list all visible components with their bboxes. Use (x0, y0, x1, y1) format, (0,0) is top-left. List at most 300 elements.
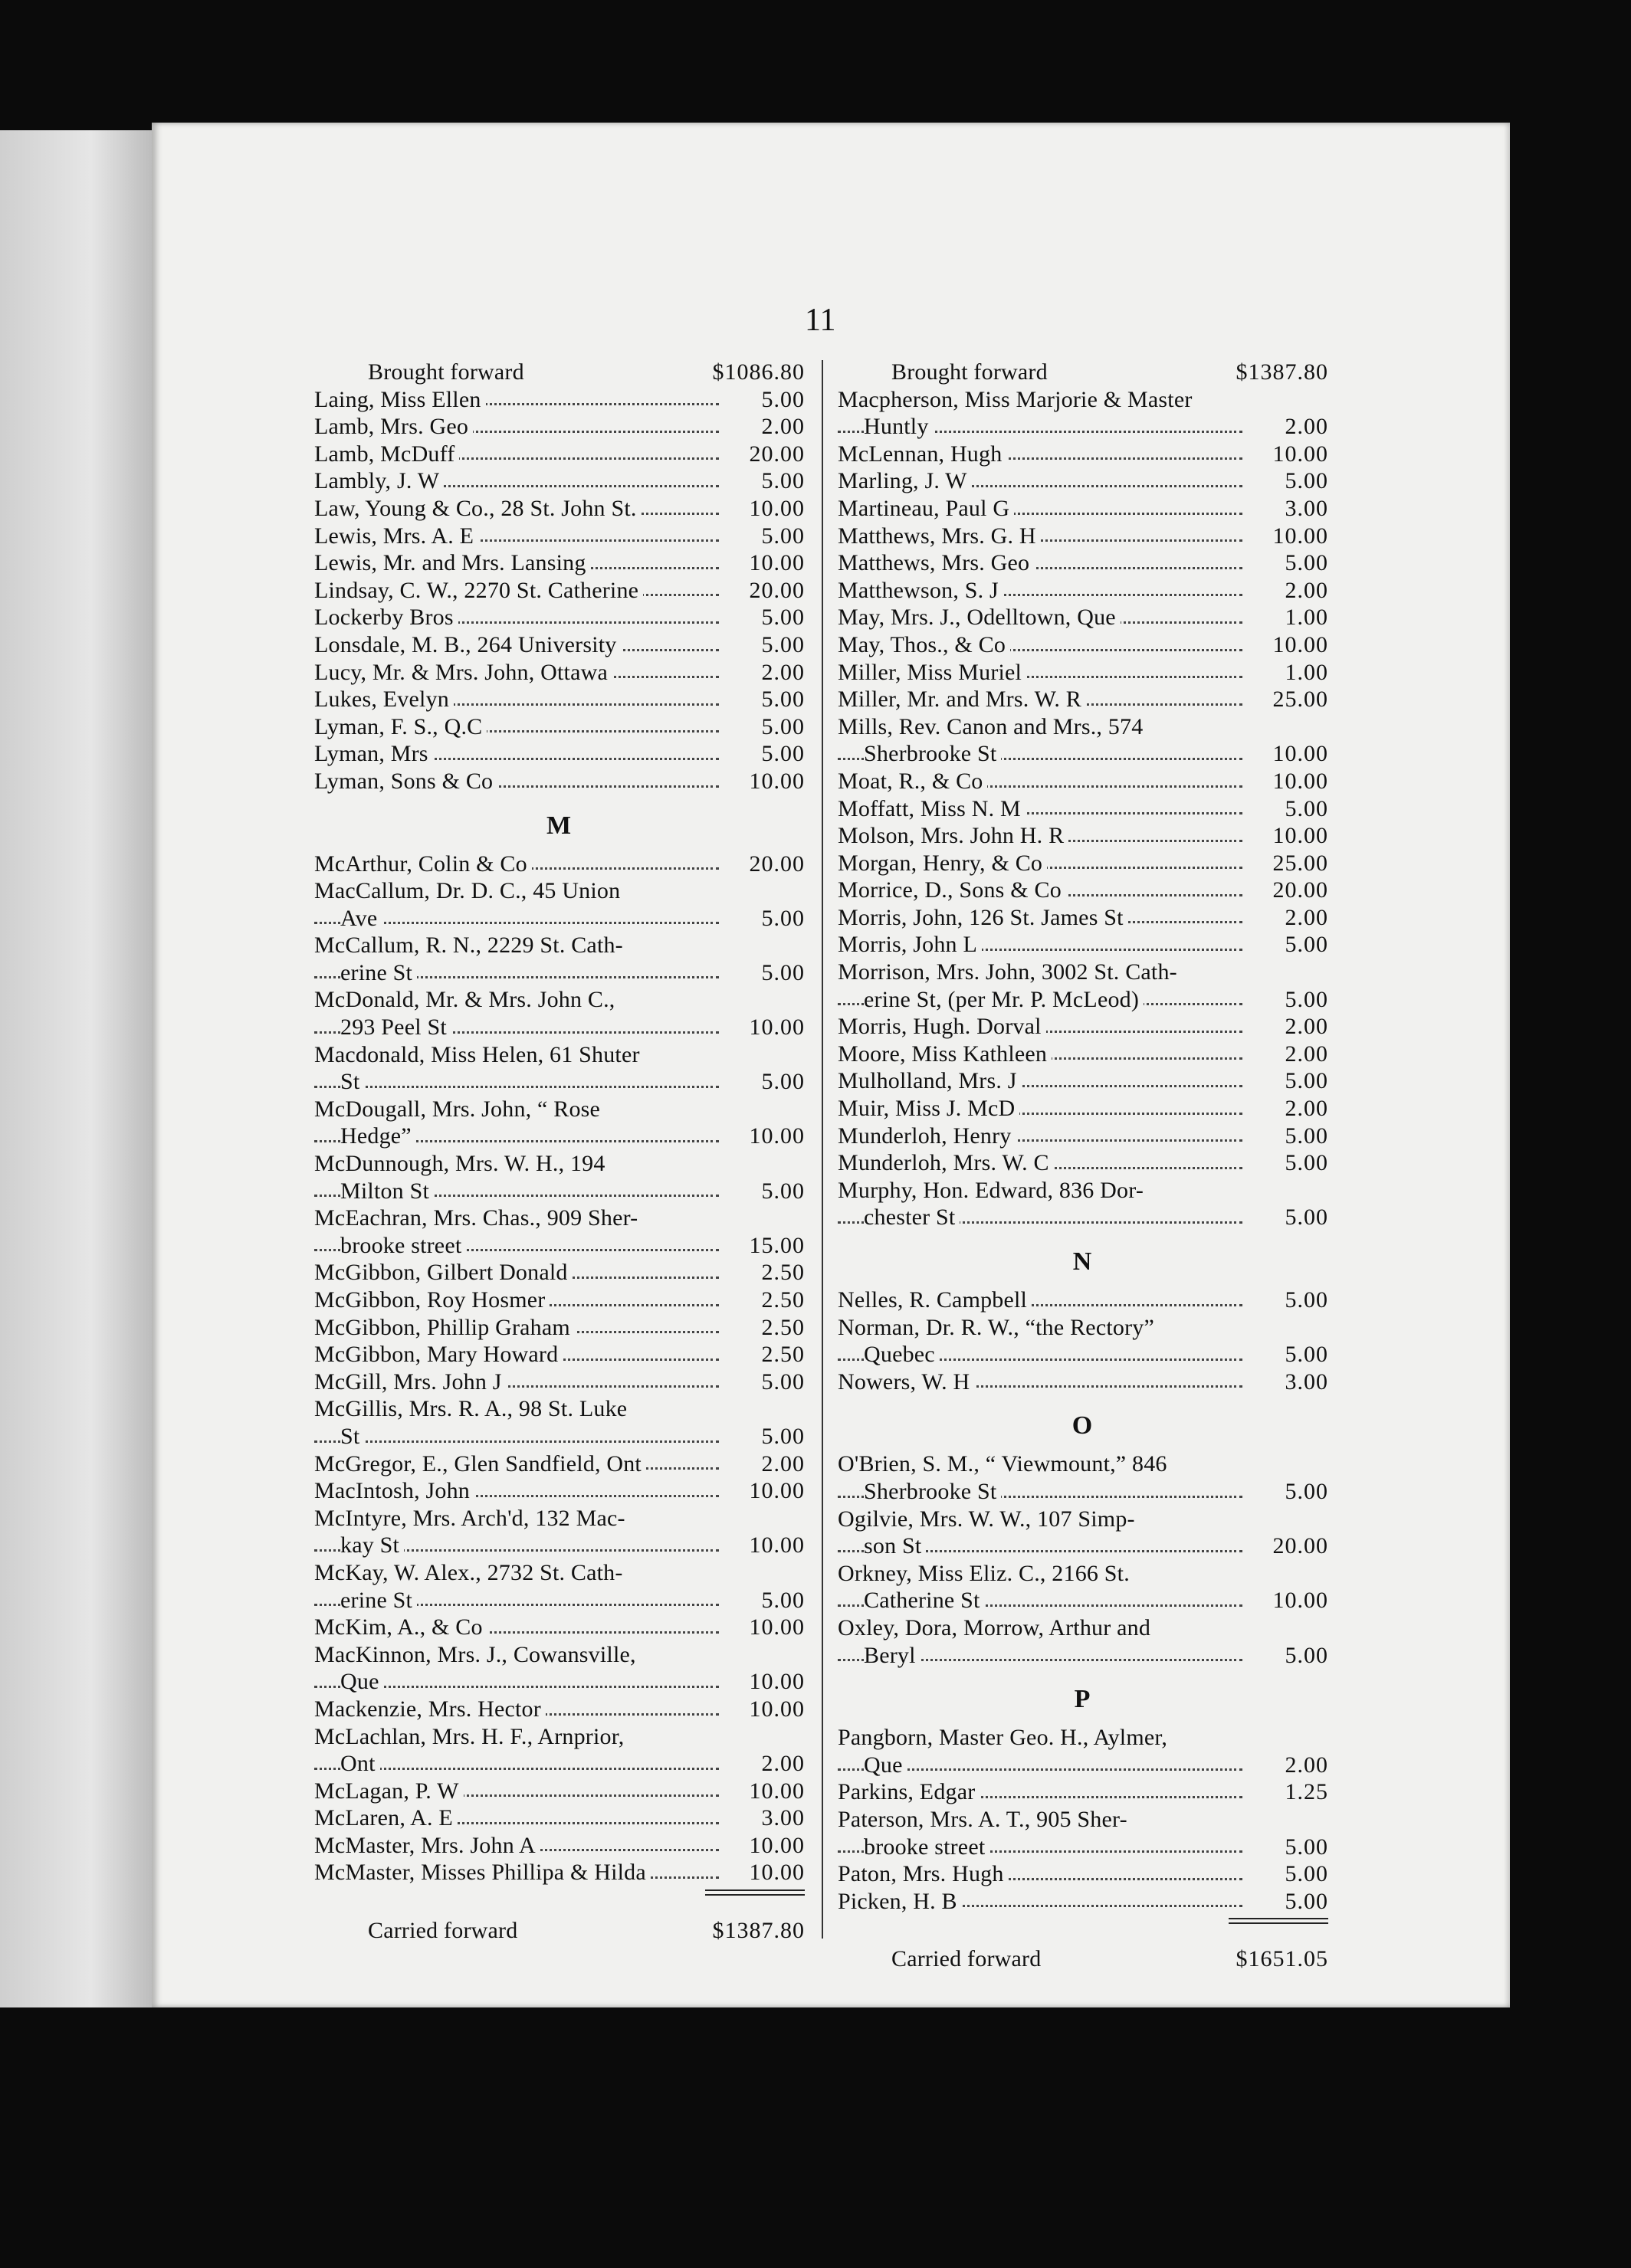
entry-amount: 5.00 (1285, 986, 1328, 1012)
ledger-entry (314, 1204, 805, 1259)
entry-name-line (838, 1149, 1328, 1177)
entry-name-line (314, 1832, 805, 1860)
entry-amount: 5.00 (761, 631, 805, 657)
entry-continuation-line (314, 1532, 805, 1559)
entry-name-line (838, 1314, 1328, 1342)
entry-amount: 5.00 (761, 1423, 805, 1449)
ledger-entry (838, 495, 1328, 523)
entry-name-line (838, 1067, 1328, 1095)
entry-name: Lucy, Mr. & Mrs. John, Ottawa (314, 659, 612, 687)
entry-amount: 20.00 (749, 850, 805, 877)
entry-name-line (314, 1286, 805, 1314)
entry-name: McArthur, Colin & Co (314, 850, 532, 878)
entry-name: Lonsdale, M. B., 264 University (314, 631, 622, 659)
entry-continuation-line (314, 1123, 805, 1150)
entry-name-line (838, 495, 1328, 523)
brought-forward-amount: $1387.80 (1236, 359, 1328, 385)
entry-name: Morrison, Mrs. John, 3002 St. Cath- (838, 959, 1182, 986)
entry-continuation-line (314, 959, 805, 987)
total-rule-container (314, 1886, 805, 1897)
entry-name: Que (340, 1668, 384, 1696)
entry-name: May, Thos., & Co (838, 631, 1010, 659)
entry-name: Oxley, Dora, Morrow, Arthur and (838, 1614, 1155, 1642)
entry-name: Huntly (864, 413, 934, 441)
entry-name: Nowers, W. H (838, 1368, 974, 1396)
carried-forward-amount: $1387.80 (712, 1918, 805, 1944)
ledger-entry (314, 1341, 805, 1368)
ledger-entry (838, 1560, 1328, 1614)
entry-name-line (838, 1560, 1328, 1588)
entry-amount: 20.00 (1272, 877, 1328, 903)
entry-amount: 10.00 (749, 1778, 805, 1804)
entry-amount: 5.00 (761, 523, 805, 549)
entry-name-line (314, 1641, 805, 1669)
entry-name-line (838, 1778, 1328, 1806)
entry-name: Sherbrooke St (864, 1478, 1001, 1506)
entry-name: McKim, A., & Co (314, 1614, 487, 1641)
entry-name: Miller, Mr. and Mrs. W. R (838, 686, 1086, 713)
ledger-entry (838, 523, 1328, 550)
entry-amount: 15.00 (749, 1232, 805, 1258)
entry-name-line (838, 1041, 1328, 1068)
ledger-entry (838, 713, 1328, 768)
ledger-entry (314, 1723, 805, 1778)
entry-amount: 5.00 (761, 386, 805, 412)
carried-forward-label: Carried forward (891, 1945, 1045, 1973)
entry-name: MacCallum, Dr. D. C., 45 Union (314, 877, 625, 905)
entry-name: Paton, Mrs. Hugh (838, 1860, 1009, 1888)
entry-amount: 10.00 (749, 1532, 805, 1558)
entry-name: May, Mrs. J., Odelltown, Que (838, 604, 1121, 631)
entry-name-line (314, 1778, 805, 1805)
entry-name: Matthewson, S. J (838, 577, 1003, 605)
ledger-entry (838, 1614, 1328, 1669)
entry-name: Norman, Dr. R. W., “the Rectory” (838, 1314, 1159, 1342)
entry-name-line (314, 631, 805, 659)
entry-amount: 5.00 (761, 713, 805, 739)
entry-name: Moore, Miss Kathleen (838, 1041, 1052, 1068)
entry-name-line (314, 1723, 805, 1751)
entry-amount: 5.00 (1285, 1642, 1328, 1668)
entry-name: Beryl (864, 1642, 921, 1670)
entry-name-line (314, 1041, 805, 1069)
ledger-entry (838, 577, 1328, 605)
entry-name: Matthews, Mrs. Geo (838, 549, 1034, 577)
entry-name: Hedge” (340, 1123, 416, 1150)
column-divider (822, 360, 823, 1939)
entry-continuation-line (314, 1668, 805, 1696)
entry-amount: 20.00 (1272, 1533, 1328, 1559)
entry-amount: 5.00 (761, 468, 805, 494)
entry-name-line (838, 1368, 1328, 1396)
entry-name-line (314, 686, 805, 713)
entry-name: Matthews, Mrs. G. H (838, 523, 1041, 550)
ledger-entry (838, 386, 1328, 441)
entry-amount: 5.00 (1285, 550, 1328, 576)
entry-list-m (314, 850, 805, 1887)
entry-name: McLagan, P. W (314, 1778, 464, 1805)
entry-name: Laing, Miss Ellen (314, 386, 486, 414)
ledger-entry (314, 441, 805, 468)
entry-name-line (314, 1450, 805, 1478)
entry-name-line (314, 1096, 805, 1123)
entry-name: McGill, Mrs. John J (314, 1368, 507, 1396)
entry-name: Lyman, Mrs (314, 740, 433, 768)
entry-amount: 2.00 (761, 1450, 805, 1476)
ledger-entry (314, 1559, 805, 1614)
entry-name: Miller, Miss Muriel (838, 659, 1026, 687)
ledger-entry (314, 413, 805, 441)
entry-amount: 2.00 (761, 1751, 805, 1777)
entry-name-line (314, 1341, 805, 1368)
entry-amount: 10.00 (1272, 823, 1328, 849)
entry-name: Que (864, 1752, 907, 1779)
ledger-entry (314, 740, 805, 768)
entry-name: Ont (340, 1750, 380, 1778)
ledger-entry (838, 1806, 1328, 1860)
entry-name-line (314, 495, 805, 523)
entry-name: son St (864, 1532, 926, 1560)
ledger-entry (314, 1804, 805, 1832)
entry-list-l (314, 386, 805, 795)
entry-name: 293 Peel St (340, 1014, 451, 1041)
entry-continuation-line (838, 1587, 1328, 1614)
entry-list-m (838, 386, 1328, 1231)
entry-name: McGregor, E., Glen Sandfield, Ont (314, 1450, 646, 1478)
entry-amount: 2.50 (761, 1314, 805, 1340)
entry-name-line (314, 386, 805, 414)
section-letter-o: O (1071, 1411, 1094, 1440)
entry-name: Nelles, R. Campbell (838, 1286, 1032, 1314)
entry-name-line (314, 1204, 805, 1232)
ledger-entry (314, 713, 805, 741)
entry-continuation-line (314, 1014, 805, 1041)
entry-name-line (838, 631, 1328, 659)
entry-name-line (314, 1559, 805, 1587)
ledger-entry (314, 932, 805, 986)
entry-name: Lukes, Evelyn (314, 686, 454, 713)
entry-continuation-line (838, 1642, 1328, 1670)
entry-name: Muir, Miss J. McD (838, 1095, 1019, 1123)
entry-name-line (314, 768, 805, 795)
entry-name-line (838, 768, 1328, 795)
entry-name-line (838, 1095, 1328, 1123)
entry-amount: 5.00 (1285, 1834, 1328, 1860)
entry-amount: 1.25 (1285, 1779, 1328, 1805)
ledger-entry (314, 1778, 805, 1805)
ledger-entry (838, 795, 1328, 823)
ledger-entry (838, 1368, 1328, 1396)
entry-amount: 10.00 (749, 1669, 805, 1695)
ledger-entry (838, 1177, 1328, 1231)
entry-name: MacKinnon, Mrs. J., Cowansville, (314, 1641, 641, 1669)
entry-name-line (314, 1804, 805, 1832)
entry-name: Orkney, Miss Eliz. C., 2166 St. (838, 1560, 1134, 1588)
entry-name: Lambly, J. W (314, 467, 444, 495)
entry-name: Ogilvie, Mrs. W. W., 107 Simp- (838, 1506, 1140, 1533)
entry-name-line (838, 1286, 1328, 1314)
entry-name-line (838, 1123, 1328, 1150)
ledger-entry (838, 1286, 1328, 1314)
entry-name-line (838, 1806, 1328, 1834)
entry-name: Morris, John L (838, 931, 982, 959)
entry-continuation-line (838, 1834, 1328, 1861)
ledger-entry (838, 1095, 1328, 1123)
entry-name-line (838, 850, 1328, 877)
entry-name-line (314, 1150, 805, 1178)
ledger-entry (838, 822, 1328, 850)
entry-name: McLaren, A. E (314, 1804, 458, 1832)
entry-name-line (314, 1314, 805, 1342)
ledger-entry (314, 1477, 805, 1505)
entry-name: Catherine St (864, 1587, 985, 1614)
entry-name: Munderloh, Henry (838, 1123, 1016, 1150)
entry-name: McDonald, Mr. & Mrs. John C., (314, 986, 619, 1014)
entry-name: Martineau, Paul G (838, 495, 1014, 523)
entry-name: Morris, John, 126 St. James St (838, 904, 1128, 932)
ledger-entry (838, 1314, 1328, 1368)
ledger-entry (838, 1123, 1328, 1150)
entry-name: Murphy, Hon. Edward, 836 Dor- (838, 1177, 1148, 1204)
ledger-entry (314, 877, 805, 932)
facing-page-edge (0, 130, 152, 2007)
entry-amount: 2.00 (1285, 577, 1328, 603)
entry-amount: 3.00 (1285, 495, 1328, 521)
ledger-entry (314, 1096, 805, 1150)
entry-amount: 5.00 (761, 605, 805, 631)
entry-amount: 3.00 (1285, 1368, 1328, 1395)
entry-name-line (314, 441, 805, 468)
entry-name: Mackenzie, Mrs. Hector (314, 1696, 546, 1723)
carried-forward-label: Carried forward (368, 1917, 522, 1945)
ledger-entry (314, 1286, 805, 1314)
ledger-entry (838, 850, 1328, 877)
entry-name-line (838, 1614, 1328, 1642)
entry-name-line (314, 1505, 805, 1532)
entry-name: McDougall, Mrs. John, “ Rose (314, 1096, 605, 1123)
entry-name-line (838, 822, 1328, 850)
entry-name: McLachlan, Mrs. H. F., Arnprior, (314, 1723, 628, 1751)
ledger-entry (314, 1259, 805, 1286)
entry-name: O'Brien, S. M., “ Viewmount,” 846 (838, 1450, 1172, 1478)
ledger-entry (314, 467, 805, 495)
entry-continuation-line (314, 1178, 805, 1205)
ledger-entry (838, 604, 1328, 631)
total-rule-container (838, 1915, 1328, 1926)
entry-amount: 10.00 (1272, 768, 1328, 794)
carried-forward-row (838, 1945, 1328, 1973)
ledger-entry (838, 768, 1328, 795)
entry-name-line (314, 523, 805, 550)
entry-name: Lyman, Sons & Co (314, 768, 497, 795)
entry-name: Macdonald, Miss Helen, 61 Shuter (314, 1041, 645, 1069)
entry-name: Marling, J. W (838, 467, 972, 495)
ledger-entry (838, 659, 1328, 687)
page-number: 11 (805, 303, 836, 338)
ledger-entry (838, 1013, 1328, 1041)
carried-forward-amount: $1651.05 (1236, 1946, 1328, 1972)
entry-name-line (838, 659, 1328, 687)
entry-name: McGibbon, Mary Howard (314, 1341, 563, 1368)
entry-name-line (838, 795, 1328, 823)
entry-name: St (340, 1068, 364, 1096)
entry-amount: 5.00 (1285, 1478, 1328, 1504)
entry-name: Pangborn, Master Geo. H., Aylmer, (838, 1724, 1172, 1752)
ledger-entry (838, 467, 1328, 495)
entry-amount: 5.00 (1285, 1287, 1328, 1313)
right-column (838, 359, 1328, 1973)
entry-amount: 10.00 (749, 1832, 805, 1858)
entry-name-line (314, 877, 805, 905)
ledger-entry (838, 1860, 1328, 1888)
entry-list-n (838, 1286, 1328, 1395)
ledger-entry (314, 1696, 805, 1723)
brought-forward-label: Brought forward (891, 359, 1052, 386)
ledger-entry (314, 1832, 805, 1860)
ledger-entry (838, 1778, 1328, 1806)
entry-continuation-line (838, 740, 1328, 768)
entry-name: Picken, H. B (838, 1888, 962, 1916)
ledger-entry (838, 877, 1328, 904)
entry-amount: 2.00 (1285, 1014, 1328, 1040)
entry-amount: 2.50 (761, 1260, 805, 1286)
entry-name: Morgan, Henry, & Co (838, 850, 1047, 877)
entry-name: brooke street (864, 1834, 989, 1861)
entry-name-line (838, 877, 1328, 904)
entry-amount: 10.00 (1272, 523, 1328, 549)
entry-name-line (838, 1860, 1328, 1888)
entry-amount: 5.00 (1285, 1342, 1328, 1368)
entry-name: McMaster, Mrs. John A (314, 1832, 540, 1860)
entry-name-line (838, 549, 1328, 577)
entry-name-line (314, 413, 805, 441)
entry-amount: 5.00 (1285, 1123, 1328, 1149)
ledger-entry (838, 1067, 1328, 1095)
section-letter-m: M (546, 811, 573, 840)
ledger-entry (314, 495, 805, 523)
entry-amount: 5.00 (761, 1178, 805, 1204)
entry-continuation-line (314, 1068, 805, 1096)
ledger-entry (314, 1859, 805, 1886)
entry-name: McGibbon, Roy Hosmer (314, 1286, 550, 1314)
entry-name-line (314, 1614, 805, 1641)
entry-amount: 5.00 (1285, 1861, 1328, 1887)
total-rule (1229, 1918, 1328, 1919)
entry-name: McCallum, R. N., 2229 St. Cath- (314, 932, 628, 959)
entry-name-line (314, 986, 805, 1014)
entry-name-line (838, 577, 1328, 605)
entry-amount: 5.00 (761, 1587, 805, 1613)
entry-amount: 5.00 (1285, 1068, 1328, 1094)
entry-name: Macpherson, Miss Marjorie & Master (838, 386, 1197, 414)
entry-amount: 10.00 (1272, 631, 1328, 657)
entry-continuation-line (838, 1478, 1328, 1506)
ledger-entry (314, 1368, 805, 1396)
section-letter-p: P (1074, 1685, 1092, 1714)
entry-name: Parkins, Edgar (838, 1778, 980, 1806)
entry-amount: 10.00 (1272, 441, 1328, 467)
ledger-entry (314, 686, 805, 713)
entry-name: McKay, W. Alex., 2732 St. Cath- (314, 1559, 628, 1587)
ledger-entry (314, 986, 805, 1041)
entry-amount: 10.00 (749, 1860, 805, 1886)
entry-name-line (838, 523, 1328, 550)
entry-amount: 10.00 (1272, 741, 1328, 767)
entry-amount: 5.00 (761, 741, 805, 767)
total-rule (705, 1889, 805, 1891)
entry-name: McGibbon, Phillip Graham (314, 1314, 575, 1342)
entry-name-line (838, 1450, 1328, 1478)
entry-name-line (314, 850, 805, 878)
ledger-entry (838, 1041, 1328, 1068)
ledger-entry (314, 1395, 805, 1450)
entry-name-line (314, 713, 805, 741)
entry-amount: 2.00 (761, 414, 805, 440)
entry-name: Ave (340, 905, 382, 932)
ledger-entry (314, 631, 805, 659)
brought-forward-row (314, 359, 805, 386)
ledger-entry (838, 441, 1328, 468)
entry-name-line (314, 1368, 805, 1396)
entry-continuation-line (314, 905, 805, 932)
entry-amount: 5.00 (761, 1069, 805, 1095)
entry-amount: 2.00 (1285, 1752, 1328, 1778)
entry-amount: 1.00 (1285, 605, 1328, 631)
entry-name: Lyman, F. S., Q.C (314, 713, 487, 741)
section-letter-n: N (1072, 1247, 1094, 1276)
ledger-entry (314, 850, 805, 878)
entry-continuation-line (838, 413, 1328, 441)
entry-continuation-line (314, 1750, 805, 1778)
entry-name: McMaster, Misses Phillipa & Hilda (314, 1859, 651, 1886)
entry-amount: 5.00 (1285, 468, 1328, 494)
entry-name: Mills, Rev. Canon and Mrs., 574 (838, 713, 1147, 741)
entry-name-line (314, 1696, 805, 1723)
entry-amount: 2.00 (1285, 1096, 1328, 1122)
entry-amount: 20.00 (749, 577, 805, 603)
entry-name-line (838, 467, 1328, 495)
entry-name: Paterson, Mrs. A. T., 905 Sher- (838, 1806, 1132, 1834)
ledger-entry (314, 659, 805, 687)
entry-name-line (838, 713, 1328, 741)
entry-amount: 2.00 (1285, 904, 1328, 930)
entry-name: Morrice, D., Sons & Co (838, 877, 1066, 904)
entry-name-line (314, 659, 805, 687)
ledger-entry (838, 959, 1328, 1013)
entry-amount: 1.00 (1285, 659, 1328, 685)
entry-name: McIntyre, Mrs. Arch'd, 132 Mac- (314, 1505, 630, 1532)
entry-amount: 10.00 (1272, 1588, 1328, 1614)
entry-amount: 25.00 (1272, 687, 1328, 713)
ledger-entry (314, 768, 805, 795)
entry-name-line (838, 686, 1328, 713)
entry-name-line (838, 386, 1328, 414)
ledger-entry (314, 604, 805, 631)
entry-name: McDunnough, Mrs. W. H., 194 (314, 1150, 610, 1178)
entry-name: Lewis, Mr. and Mrs. Lansing (314, 549, 591, 577)
entry-name: Lindsay, C. W., 2270 St. Catherine (314, 577, 643, 605)
entry-name-line (838, 1013, 1328, 1041)
entry-name: Sherbrooke St (864, 740, 1001, 768)
ledger-entry (314, 577, 805, 605)
entry-name-line (314, 740, 805, 768)
entry-list-p (838, 1724, 1328, 1915)
entry-amount: 10.00 (749, 550, 805, 576)
brought-forward-amount: $1086.80 (712, 359, 805, 385)
ledger-entry (838, 549, 1328, 577)
entry-name: Munderloh, Mrs. W. C (838, 1149, 1054, 1177)
entry-amount: 5.00 (761, 905, 805, 931)
